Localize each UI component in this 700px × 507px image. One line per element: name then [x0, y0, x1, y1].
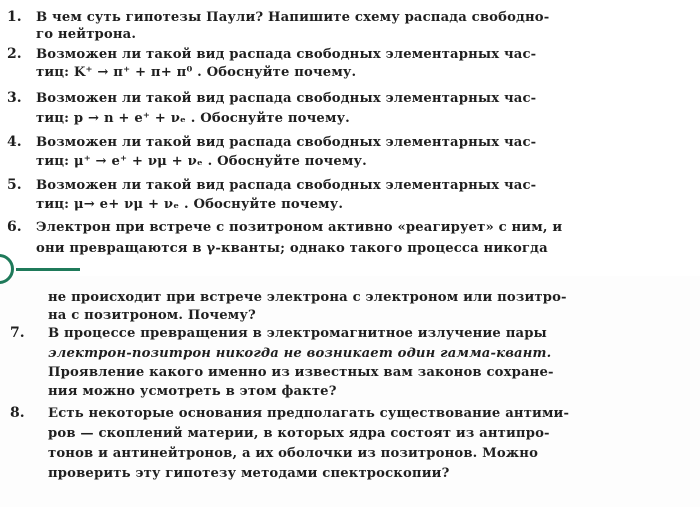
question-line: Электрон при встрече с позитроном активно «реагирует» с ним, и [36, 220, 563, 235]
question-line: тиц: K⁺ → π⁺ + π+ π⁰ . Обоснуйте почему. [36, 65, 357, 80]
question-line: тиц: p → n + e⁺ + νₑ . Обоснуйте почему. [36, 111, 350, 126]
question-line: на с позитроном. Почему? [48, 308, 256, 323]
question-line: Возможен ли такой вид распада свободных элементарных час- [36, 91, 537, 106]
question-line: электрон-позитрон никогда не возникает один гамма-квант. [48, 346, 552, 361]
question-line: проверить эту гипотезу методами спектроскопии? [48, 466, 450, 481]
question-number: 3. [7, 90, 22, 106]
page-break-rule [16, 268, 80, 271]
question-line: тиц: μ→ e+ νμ + νₑ . Обоснуйте почему. [36, 197, 344, 212]
question-line: тонов и антинейтронов, а их оболочки из позитронов. Можно [48, 446, 539, 461]
question-number: 1. [7, 9, 22, 25]
question-number: 8. [10, 405, 25, 421]
question-number: 2. [7, 46, 22, 62]
question-line: го нейтрона. [36, 27, 137, 42]
question-line: Возможен ли такой вид распада свободных элементарных час- [36, 47, 537, 62]
question-line: В процессе превращения в электромагнитное излучение пары [48, 326, 547, 341]
question-number: 6. [7, 219, 22, 235]
question-number: 7. [10, 325, 25, 341]
question-line: Возможен ли такой вид распада свободных элементарных час- [36, 178, 537, 193]
question-number: 4. [7, 134, 22, 150]
question-line: ров — скоплений материи, в которых ядра состоят из антипро- [48, 426, 550, 441]
question-line: В чем суть гипотезы Паули? Напишите схему распада свободно- [36, 10, 550, 25]
question-number: 5. [7, 177, 22, 193]
question-line: Есть некоторые основания предполагать существование антими- [48, 406, 570, 421]
question-line: тиц: μ⁺ → e⁺ + νμ + νₑ . Обоснуйте почему. [36, 154, 367, 169]
question-line: Возможен ли такой вид распада свободных элементарных час- [36, 135, 537, 150]
question-line: ния можно усмотреть в этом факте? [48, 384, 337, 399]
question-line: не происходит при встрече электрона с электроном или позитро- [48, 290, 567, 305]
question-line: они превращаются в γ-кванты; однако такого процесса никогда [36, 241, 548, 256]
question-line: Проявление какого именно из известных вам законов сохране- [48, 365, 554, 380]
